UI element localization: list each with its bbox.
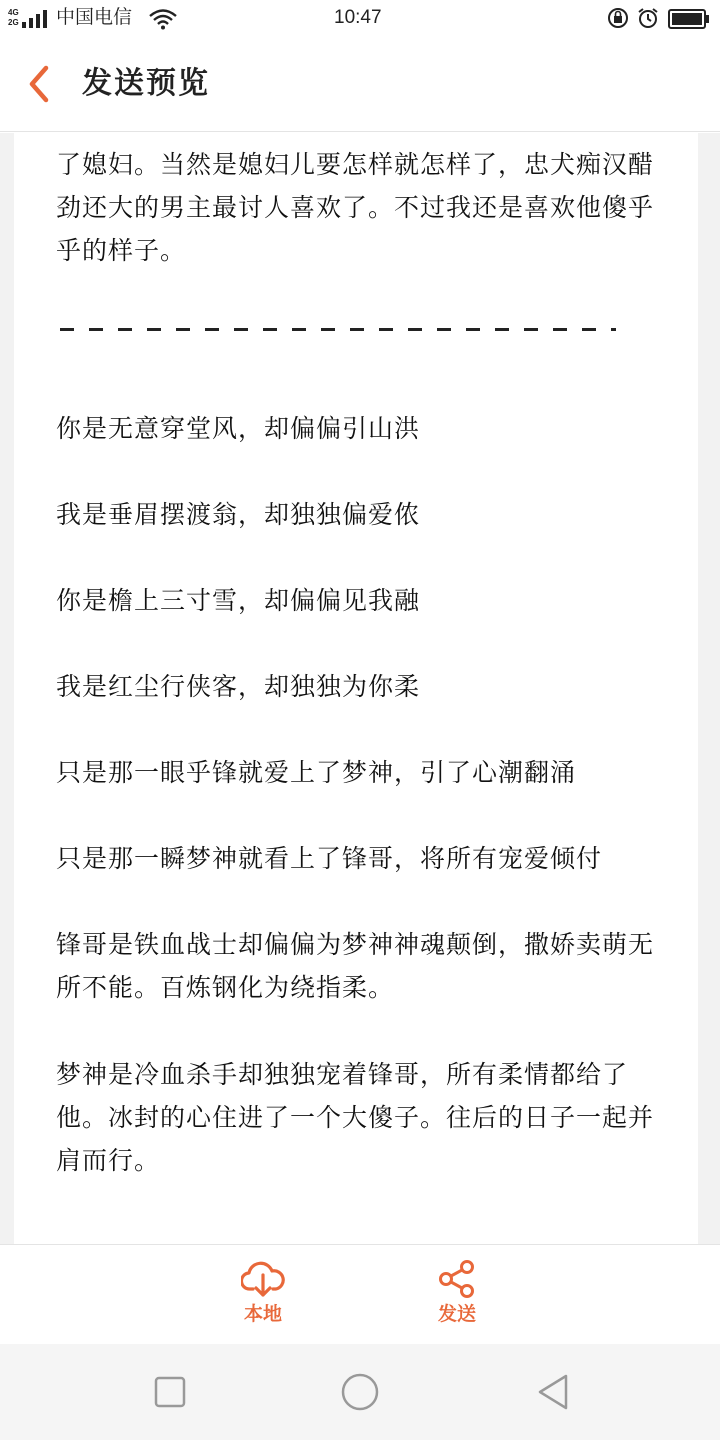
save-local-label: 本地 [243, 1303, 282, 1325]
preview-card [14, 133, 698, 1244]
network-type-primary: 4G [8, 8, 19, 17]
recent-apps-button[interactable] [150, 1372, 190, 1412]
paragraph: 我是垂眉摆渡翁，却独独偏爱侬 [56, 500, 421, 529]
signal-icon [22, 10, 50, 28]
wifi-icon [148, 8, 178, 30]
home-button[interactable] [340, 1372, 380, 1412]
paragraph: 你是无意穿堂风，却偏偏引山洪 [56, 414, 421, 443]
battery-icon [668, 9, 710, 29]
preview-content-area[interactable] [0, 133, 720, 1244]
send-button[interactable] [417, 1259, 497, 1335]
home-icon [340, 1372, 380, 1412]
share-icon [435, 1259, 479, 1299]
network-indicator [8, 7, 56, 31]
page-title: 发送预览 [82, 66, 210, 101]
alarm-icon [636, 6, 660, 30]
chevron-left-icon [22, 60, 62, 108]
back-icon [534, 1372, 574, 1412]
paragraph: 了媳妇。当然是媳妇儿要怎样就怎样了，忠犬痴汉醋劲还大的男主最讨人喜欢了。不过我还是喜欢他傻乎乎的样子。 [56, 150, 655, 265]
app-header [0, 38, 720, 132]
recent-apps-icon [150, 1372, 190, 1412]
paragraph: 梦神是冷血杀手却独独宠着锋哥，所有柔情都给了他。冰封的心住进了一个大傻子。往后的日子一起并肩而行。 [56, 1060, 655, 1175]
carrier-name: 中国电信 [56, 7, 133, 28]
back-button[interactable] [22, 60, 62, 108]
paragraph: 锋哥是铁血战士却偏偏为梦神神魂颠倒，撒娇卖萌无所不能。百炼钢化为绕指柔。 [56, 930, 655, 1002]
cloud-download-icon [241, 1259, 285, 1299]
bottom-toolbar [0, 1244, 720, 1344]
system-nav-bar [0, 1344, 720, 1440]
paragraph: 我是红尘行侠客，却独独为你柔 [56, 672, 421, 701]
rotation-lock-icon [606, 6, 630, 30]
dashed-divider [60, 328, 616, 331]
system-back-button[interactable] [534, 1372, 574, 1412]
save-local-button[interactable] [223, 1259, 303, 1335]
send-label: 发送 [437, 1303, 476, 1325]
status-bar [0, 0, 720, 38]
clock: 10:47 [334, 7, 382, 28]
network-type-secondary: 2G [8, 18, 19, 27]
paragraph: 你是檐上三寸雪，却偏偏见我融 [56, 586, 421, 615]
paragraph: 只是那一瞬梦神就看上了锋哥，将所有宠爱倾付 [56, 844, 603, 873]
paragraph: 只是那一眼乎锋就爱上了梦神，引了心潮翻涌 [56, 758, 577, 787]
